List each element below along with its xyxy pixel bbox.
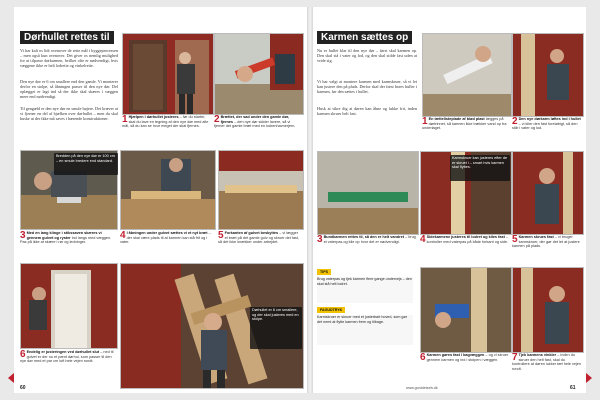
step-text: – kontroller med vaterpas på både forkant og side. <box>426 235 509 244</box>
left-step-6 <box>20 350 116 382</box>
photo-level-bottom <box>318 152 418 234</box>
step-text: – vi kiler den fast foreløbigt, så den står i vater og lod. <box>512 121 578 131</box>
photo-right-step-7 <box>512 267 584 353</box>
photo-step-5 <box>218 150 304 230</box>
photo-right-step-1 <box>422 33 512 117</box>
photo-right-step-5 <box>512 151 584 235</box>
photo-right-step-3 <box>317 151 419 235</box>
step-title: Karmen gøres fast i bagvæggen <box>426 353 485 357</box>
step-text: – vi lægger et bræt på det gamle gulv og skruer det fast, så det ikke knækker under arbejdet. <box>218 231 300 245</box>
step-number: 3 <box>20 231 26 241</box>
left-callout-2: Dørhullet er 6 cm smallere, og der skal justeres med en stolpe. <box>250 307 302 349</box>
step-text: ind langs med væggen. Pas på ikke at skære i rør og ledninger. <box>20 235 112 245</box>
photo-screw-frame <box>513 152 583 234</box>
right-intro-paragraph-3: Husk at sikre dig at døren kan åbne og lukke frit, inden karmen skrues helt fast. <box>317 106 417 117</box>
step-title: En tættelisteplade af blød plast <box>428 117 485 121</box>
right-page-title: Karmen sættes op <box>317 31 412 44</box>
photo-step-4 <box>120 150 216 230</box>
right-step-1 <box>422 117 510 149</box>
step-title: Med en lang klinge i stikssaven skæres vi gennem gulvet og ryster <box>26 231 102 240</box>
tip-box: Brug vaterpas og tjek karmen flere gange undervejs – den skal stå helt lodret. <box>317 277 413 303</box>
right-intro-paragraph-1: Nu er hullet klar til den nye dør – først skal karmen op. Den skal stå i vater og lod, og den skal sidde fast uden at vride sig. <box>317 48 417 64</box>
photo-step-6 <box>20 263 118 349</box>
photo-step-1 <box>122 33 214 115</box>
photo-tool-hand <box>215 34 303 114</box>
step-title: I åbningen under gulvet sættes vi et nyt bræt <box>126 231 208 235</box>
photo-plastic-plate <box>423 34 511 116</box>
photo-frame-lift <box>513 34 583 116</box>
step-number: 4 <box>420 235 426 245</box>
step-number: 5 <box>218 231 224 241</box>
step-text: – før du starter, skal du lave en tegning af den nye dør med alle mål, så du kan se hvor meget der skal fjernes. <box>122 115 209 129</box>
right-page-number: 61 <box>570 385 576 391</box>
step-number: 6 <box>20 350 26 360</box>
step-text: – brug et vaterpas og kile op hvor det er nødvendigt. <box>323 235 416 244</box>
photo-right-step-6 <box>420 267 512 353</box>
spread-gutter <box>307 7 313 393</box>
step-text: – inden du skruer den helt fast, skal du kontrollere at døren lukker tæt hele vejen rundt. <box>512 353 582 371</box>
step-title: Tjek karmens vinkler <box>518 353 557 357</box>
right-step-5 <box>512 235 582 263</box>
term-badge: FAGUDTRYK <box>317 307 345 313</box>
step-number: 3 <box>317 235 323 245</box>
step-number: 4 <box>120 231 126 241</box>
step-title: Forkanten af gulvet beskyttes <box>224 231 279 235</box>
left-page-number: 60 <box>20 385 26 391</box>
step-title: Den nye dørkarm løftes ind i hullet <box>518 117 581 121</box>
step-number: 1 <box>122 115 128 125</box>
left-intro-paragraph-1: Vi har kalt os lidt ovenover de rette mål i byggeprocessen – men også kun ovenover. Det giver os nemlig mulighed for at tilpasse dørkarmen, hvilket ofte er nødvendigt, hvis væggene ikke er helt lodrette og vinkelrette. <box>20 48 118 69</box>
step-text: – den nye dør sidder lavere, så vi fjerner det gamle bræt med en kobenhavnerjern. <box>214 119 296 129</box>
photo-board-protect <box>219 151 303 229</box>
next-page-arrow-icon[interactable] <box>586 373 592 383</box>
left-callout-1: Bredden på den nye dør er 100 cm – en smule bredere end standard. <box>54 153 118 175</box>
step-text: – der skal være plads til at karmen kan stå frit og i vater. <box>120 231 211 245</box>
footer-url: www.gorddetselv.dk <box>406 386 438 390</box>
left-page-title: Dørhullet rettes til <box>20 31 114 44</box>
left-intro-paragraph-2: Den nye dør er 6 cm smallere end den gamle. Vi monterer derfor en stolpe, så åbningen passer til den nye dør. Del oplægget er lagt ind så der ikke skal skæres i væggen mere end nødvendigt. <box>20 79 118 100</box>
step-title: Bundkarmen rettes til, så den er helt vandret <box>323 235 404 239</box>
step-number: 6 <box>420 353 426 363</box>
photo-check-frame <box>513 268 583 352</box>
step-text: – og vi skruer gennem karmen og ind i stolpen i væggen. <box>426 353 509 362</box>
right-callout-1: Karmskruer kan justeres efter de er skruet i – smart hvis karmen skal flyttes. <box>450 155 510 181</box>
photo-right-step-2 <box>512 33 584 117</box>
photo-drill <box>421 268 511 352</box>
right-step-3 <box>317 235 417 263</box>
prev-page-arrow-icon[interactable] <box>8 373 14 383</box>
step-text: lægges på dørtrinnet, så karmen ikke trækker vand op fra underlaget. <box>422 117 507 131</box>
left-step-5 <box>218 231 302 259</box>
term-box: Karmskruer er skruer med et justerbart hoved, som gør det nemt at flytte karmen frem og tilbage. <box>317 315 413 345</box>
left-intro-paragraph-3: Til gengæld er den nye dør en smule højere. Det kræver at vi fjerner en del af bjælken over dørhullet – men du skal huske at der ikke må saves i bærende konstruktioner. <box>20 106 118 122</box>
photo-floor-board <box>121 151 215 229</box>
step-title: Karmen skrues fast <box>518 235 554 239</box>
step-title: Hjælpen i dørhullet justeres <box>128 115 179 119</box>
left-step-3 <box>20 231 116 259</box>
photo-door-opening <box>21 264 117 348</box>
right-step-6 <box>420 353 510 383</box>
magazine-spread <box>14 7 586 393</box>
right-step-7 <box>512 353 582 383</box>
step-number: 7 <box>512 353 518 363</box>
step-number: 2 <box>214 115 220 125</box>
tip-badge: TIPS <box>317 269 331 275</box>
step-title: Brættet, der sad under den gamle dør, fjernes <box>220 115 290 124</box>
photo-door-man <box>123 34 213 114</box>
right-intro-paragraph-2: Vi har valgt at montere karmen med karmskruer, så vi let kan justere den på plads. Derfor skal der først bores huller i karmen, før den sættes i hullet. <box>317 79 417 95</box>
right-step-4 <box>420 235 510 263</box>
photo-step-2 <box>214 33 304 115</box>
left-step-1 <box>122 115 212 147</box>
step-number: 5 <box>512 235 518 245</box>
left-step-2 <box>214 115 302 147</box>
step-number: 2 <box>512 117 518 127</box>
step-title: Sidekarmene justeres til lodret og kiles fast <box>426 235 505 239</box>
left-step-4 <box>120 231 214 259</box>
right-step-2 <box>512 117 582 149</box>
step-text: – ned til gulvet er der nu et pænt dørhul, som passer til den nye dør med et par cm luft hele vejen rundt. <box>20 350 114 364</box>
step-number: 1 <box>422 117 428 127</box>
step-title: Endelig er justeringen ved dørhullet slut <box>26 350 100 354</box>
step-text: – vi bruger karmskruer, der gør det let at justere karmen på plads. <box>512 235 580 249</box>
